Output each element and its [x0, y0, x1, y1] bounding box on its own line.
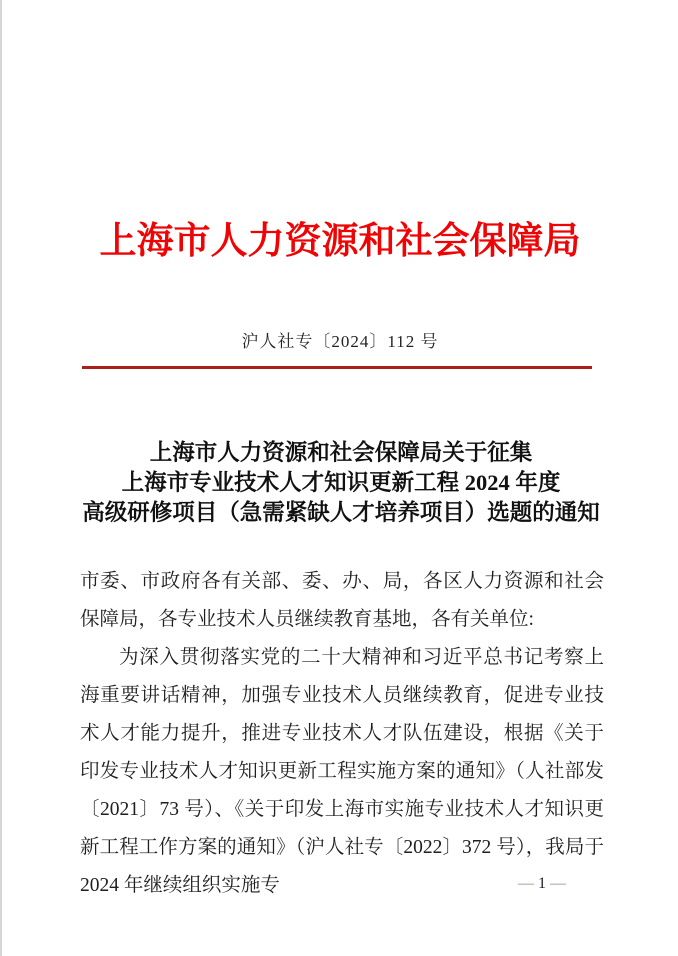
document-number: 沪人社专〔2024〕112 号 [241, 332, 439, 351]
title-line-2: 上海市专业技术人才知识更新工程 2024 年度 [121, 470, 561, 495]
page-number-value: 1 [538, 875, 546, 892]
body-paragraph-1: 为深入贯彻落实党的二十大精神和习近平总书记考察上海重要讲话精神，加强专业技术人员继续教育，促进专业技术人才能力提升，推进专业技术人才队伍建设，根据《关于印发专业技术人才知识更新工程实施方案的通知》（人社部发〔2021〕73 号）、《关于印发上海市实施专业技术人才知识更新工程工作方案的通知》（沪人社专〔2022〕372 号），我局于 2024 年继续组织实施专 [80, 647, 604, 896]
page-number [514, 874, 570, 894]
document-body [80, 563, 604, 905]
document-title [42, 438, 640, 528]
page-number-left-dash: — [518, 875, 534, 892]
salutation-paragraph: 市委、市政府各有关部、委、办、局，各区人力资源和社会保障局，各专业技术人员继续教育基地，各有关单位: [80, 571, 604, 630]
red-separator-rule [82, 366, 592, 369]
page-number-right-dash: — [550, 875, 566, 892]
title-line-3: 高级研修项目（急需紧缺人才培养项目）选题的通知 [82, 500, 600, 525]
title-line-1: 上海市人力资源和社会保障局关于征集 [149, 440, 533, 465]
agency-header: 上海市人力资源和社会保障局 [99, 221, 581, 262]
